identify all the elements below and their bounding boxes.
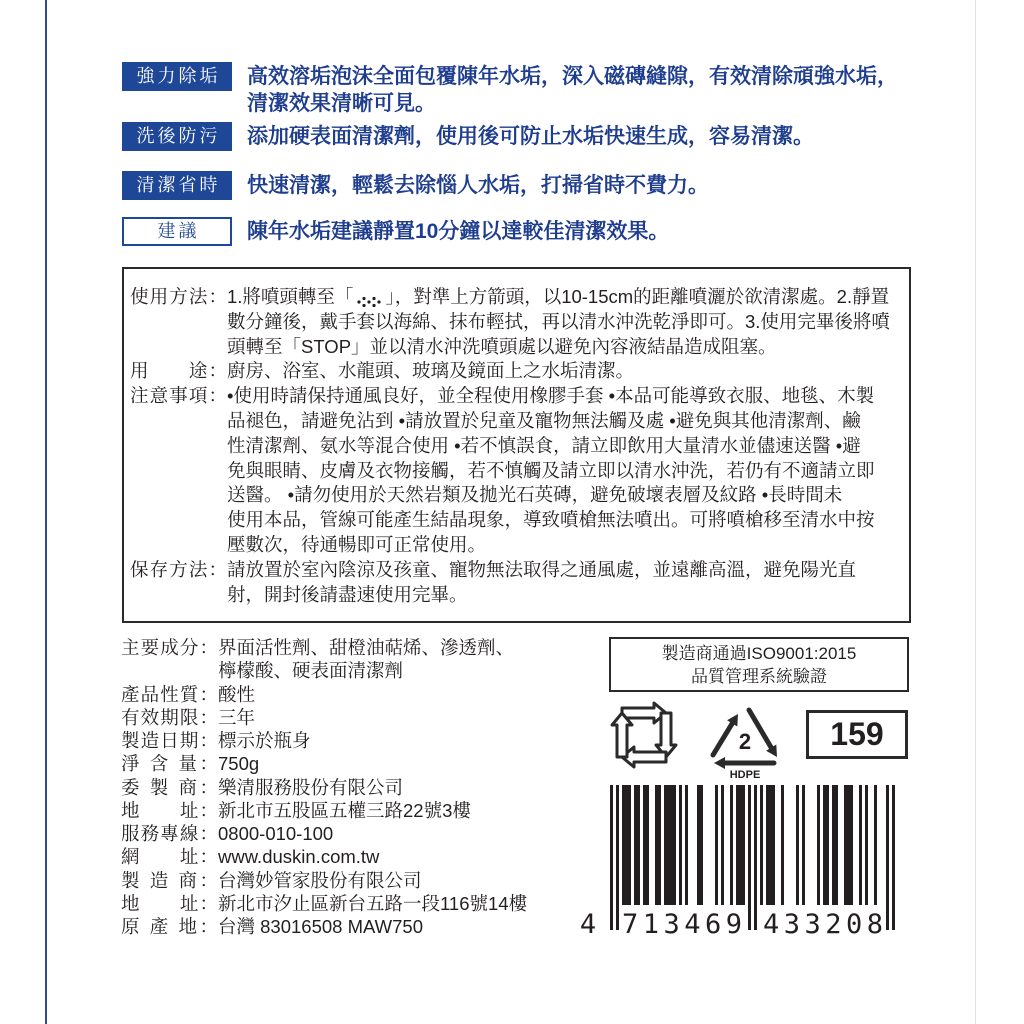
spec-row-manufacturer: [121, 869, 527, 892]
spec-value: 新北市汐止區新台五路一段116號14樓: [218, 892, 528, 914]
feature-tag: 清潔省時: [122, 171, 232, 200]
storage-row: [130, 558, 909, 608]
spec-row-manufacture-date: [121, 729, 527, 752]
barcode-guard-bar: [616, 785, 619, 930]
spec-value: 檸檬酸、硬表面清潔劑: [218, 660, 404, 682]
purpose-label: 用 途：: [130, 360, 227, 382]
spec-value: 三年: [218, 706, 256, 728]
feature-tag: 強力除垢: [122, 62, 232, 91]
barcode-right-digits: 433208: [763, 909, 883, 940]
spec-value: 0800-010-100: [218, 823, 334, 844]
usage-line: [227, 285, 890, 310]
spec-label: 地 址：: [121, 799, 218, 821]
iso-line: 品質管理系統驗證: [691, 667, 827, 686]
spec-label: 地 址：: [121, 892, 218, 914]
spec-label: 淨 含 量：: [121, 753, 218, 775]
barcode-bar: [697, 785, 703, 905]
spec-value: 酸性: [218, 683, 256, 705]
cautions-label: 注意事項：: [130, 385, 227, 407]
feature-text-line: 快速清潔，輕鬆去除惱人水垢，打掃省時不費力。: [247, 174, 709, 197]
spec-row-commissioner: [121, 776, 527, 799]
spec-row-ingredients: [121, 636, 527, 683]
spec-row-commissioner-address: [121, 799, 527, 822]
feature-strong-descaling: [122, 62, 922, 122]
feature-text: [247, 123, 814, 150]
storage-label: 保存方法：: [130, 558, 227, 580]
spec-value: 750g: [218, 753, 260, 775]
barcode-bar: [760, 785, 763, 905]
spec-label: 主要成分：: [121, 637, 218, 658]
barcode-bar: [643, 785, 649, 905]
spec-value: 台灣妙管家股份有限公司: [218, 869, 422, 891]
spec-label: 委 製 商：: [121, 776, 218, 798]
usage-line: 數分鐘後，戴手套以海綿、抹布輕拭，再以清水沖洗乾淨即可。3.使用完畢後將噴: [227, 310, 890, 332]
feature-text: [247, 63, 898, 117]
barcode-guard-bar: [892, 785, 895, 930]
barcode-bar: [721, 785, 724, 905]
barcode-bar: [802, 785, 805, 905]
resin-name: HDPE: [729, 769, 761, 781]
spec-value: 台灣 83016508 MAW750: [218, 916, 423, 937]
usage-label: 使用方法：: [130, 286, 227, 307]
recycle-mark-icon: [608, 699, 680, 771]
spec-row-shelf-life: [121, 706, 527, 729]
barcode-bar: [874, 785, 877, 905]
cautions-line: 品褪色，請避免沾到 •請放置於兒童及寵物無法觸及處 •避免與其他清潔劑、鹼: [227, 409, 861, 431]
barcode-bar: [655, 785, 661, 905]
storage-line: 請放置於室內陰涼及孩童、寵物無法取得之通風處，並遠離高溫，避免陽光直: [227, 558, 857, 580]
barcode-bar: [766, 785, 775, 905]
feature-tag: 洗後防污: [122, 122, 232, 151]
feature-text-line: 陳年水垢建議靜置10分鐘以達較佳清潔效果。: [247, 220, 670, 243]
right-edge-line: [975, 0, 976, 1024]
spec-value: www.duskin.com.tw: [218, 846, 380, 868]
recycle-triangle-icon: [702, 697, 788, 781]
cautions-line: •使用時請保持通風良好，並全程使用橡膠手套 •本品可能導致衣服、地毯、木製: [227, 385, 875, 407]
feature-tag: 建議: [122, 217, 232, 246]
spray-pattern-icon: [356, 291, 382, 305]
spec-label: 有效期限：: [121, 706, 218, 728]
cautions-line: 壓數次，待通暢即可正常使用。: [227, 533, 487, 555]
ean13-barcode: [576, 783, 910, 940]
purpose-line: 廚房、浴室、水龍頭、玻璃及鏡面上之水垢清潔。: [227, 360, 635, 382]
barcode-bar: [685, 785, 688, 905]
spec-value: 樂清服務股份有限公司: [218, 776, 404, 798]
spec-label: 製造日期：: [121, 730, 218, 751]
feature-text: [247, 172, 709, 199]
barcode-bar: [823, 785, 829, 905]
barcode-guard-bar: [754, 785, 757, 930]
barcode-guard-bar: [748, 785, 751, 930]
barcode-bar: [844, 785, 853, 905]
usage-line-start: 1.將噴頭轉至「: [227, 286, 354, 307]
feature-text-line: 高效溶垢泡沫全面包覆陳年水垢，深入磁磚縫隙，有效清除頑強水垢，: [247, 65, 898, 88]
barcode-bar: [832, 785, 838, 905]
spec-row-manufacturer-address: [121, 892, 527, 915]
spec-row-net-content: [121, 752, 527, 775]
barcode-bar: [736, 785, 745, 905]
barcode-bar: [715, 785, 718, 905]
spec-value: 界面活性劑、甜橙油萜烯、滲透劑、: [218, 637, 515, 658]
iso-line: 製造商通過ISO9001:2015: [661, 644, 857, 663]
barcode-bar: [817, 785, 820, 905]
spec-value: 標示於瓶身: [218, 730, 311, 751]
barcode-bar: [664, 785, 676, 905]
left-edge-line: [45, 0, 47, 1024]
spec-value: 新北市五股區五權三路22號3樓: [218, 799, 471, 821]
feature-text-line: 添加硬表面清潔劑，使用後可防止水垢快速生成，容易清潔。: [247, 125, 814, 148]
usage-row: [130, 285, 909, 359]
resin-code: 2: [738, 729, 752, 754]
storage-line: 射，開封後請盡速使用完畢。: [227, 583, 468, 605]
barcode-bar: [859, 785, 862, 905]
spec-label: 製 造 商：: [121, 869, 218, 891]
feature-text-line: 清潔效果清晰可見。: [247, 92, 436, 115]
barcode-bar: [679, 785, 682, 905]
spec-label: 產品性質：: [121, 683, 218, 705]
barcode-guard-bar: [610, 785, 613, 930]
barcode-guard-bar: [886, 785, 889, 930]
barcode-left-digits: 713469: [622, 909, 742, 940]
cautions-line: 性清潔劑、氨水等混合使用 •若不慎誤食，請立即飲用大量清水並儘速送醫 •避: [227, 434, 861, 456]
usage-line: 頭轉至「STOP」並以清水沖洗噴頭處以避免內容液結晶造成阻塞。: [227, 335, 777, 357]
product-spec-list: [121, 636, 527, 938]
spec-row-website: [121, 845, 527, 868]
spec-row-nature: [121, 683, 527, 706]
barcode-bar: [781, 785, 784, 905]
cautions-line: 免與眼睛、皮膚及衣物接觸，若不慎觸及請立即以清水沖洗，若仍有不適請立即: [227, 459, 875, 481]
cautions-line: 送醫。 •請勿使用於天然岩類及拋光石英磚，避免破壞表層及紋路 •長時間未: [227, 484, 843, 506]
recycle-number-box: 159: [806, 710, 908, 759]
usage-text: [227, 285, 890, 359]
barcode-first-digit: 4: [579, 909, 597, 940]
cautions-line: 使用本品，管線可能產生結晶現象，導致噴槍無法噴出。可將噴槍移至清水中按: [227, 509, 875, 531]
spec-row-origin: [121, 915, 527, 938]
spec-label: 原 產 地：: [121, 916, 218, 937]
barcode-bar: [865, 785, 868, 905]
barcode-bar: [634, 785, 640, 905]
barcode-bar: [796, 785, 799, 905]
iso-certification-box: [609, 637, 909, 692]
spec-row-hotline: [121, 822, 527, 845]
barcode-bar: [622, 785, 631, 905]
cautions-row: [130, 384, 909, 558]
feature-text: [247, 218, 669, 245]
usage-line-end: 」，對準上方箭頭，以10-15cm的距離噴灑於欲清潔處。2.靜置: [385, 286, 890, 307]
spec-label: 服務專線：: [121, 823, 218, 844]
barcode-bar: [730, 785, 733, 905]
spec-label: 網 址：: [121, 846, 218, 868]
instructions-box: [122, 267, 911, 623]
purpose-row: [130, 359, 909, 384]
